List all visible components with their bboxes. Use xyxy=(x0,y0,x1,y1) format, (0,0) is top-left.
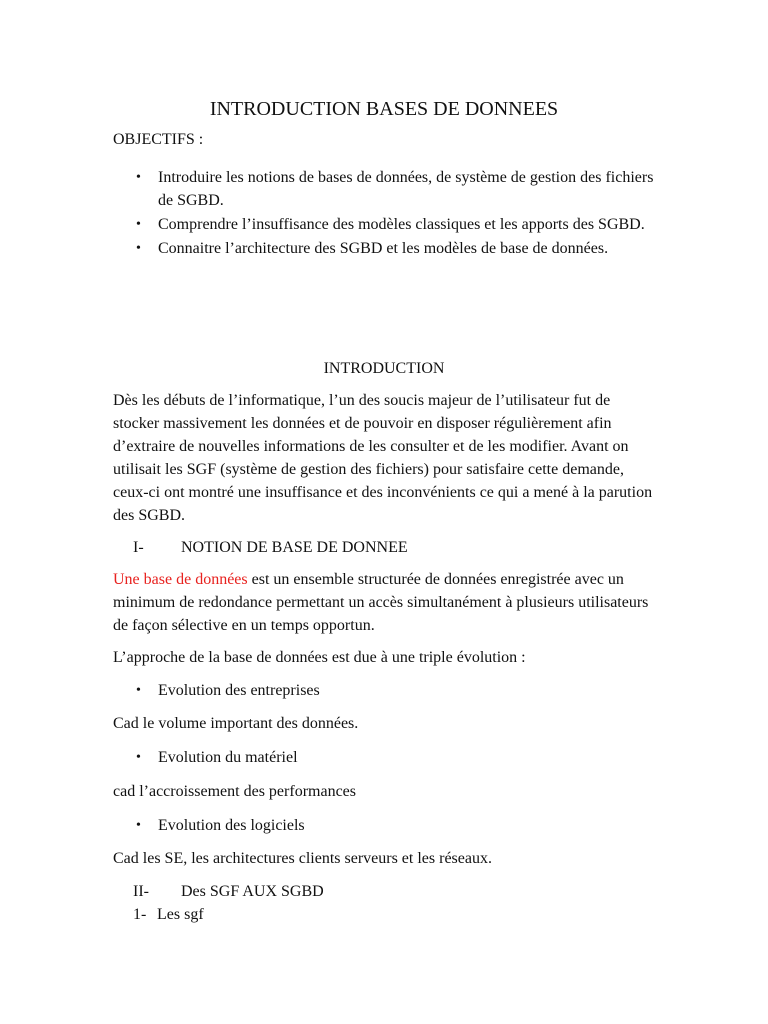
section-title: Des SGF AUX SGBD xyxy=(181,883,324,900)
evolution-note: Cad les SE, les architectures clients serveurs et les réseaux. xyxy=(113,850,492,867)
list-item xyxy=(113,237,658,260)
evolution-text: Evolution des logiciels xyxy=(158,817,305,834)
definition-term: Une base de données xyxy=(113,571,248,588)
subsection-title: Les sgf xyxy=(157,906,204,923)
objective-text: Introduire les notions de bases de données, de système de gestion des fichiers de SGBD. xyxy=(158,169,654,209)
evolution-list-2 xyxy=(113,746,658,770)
section-number: II- xyxy=(133,883,149,900)
list-item xyxy=(113,213,658,236)
section-number: I- xyxy=(133,539,144,556)
evolution-text: Evolution du matériel xyxy=(158,749,298,766)
evolution-note: Cad le volume important des données. xyxy=(113,715,359,732)
objective-text: Connaitre l’architecture des SGBD et les modèles de base de données. xyxy=(158,240,609,257)
section-title: NOTION DE BASE DE DONNEE xyxy=(181,539,408,556)
list-item xyxy=(113,166,658,212)
evolution-text: Evolution des entreprises xyxy=(158,682,320,699)
list-item xyxy=(113,746,658,769)
evolution-list-3 xyxy=(113,814,658,838)
intro-heading: INTRODUCTION xyxy=(323,360,445,377)
definition-paragraph xyxy=(113,568,658,637)
evolution-list-1 xyxy=(113,679,658,703)
objectives-list xyxy=(113,166,658,261)
objectives-heading: OBJECTIFS : xyxy=(113,131,204,148)
approach-sentence: L’approche de la base de données est due à une triple évolution : xyxy=(113,649,526,666)
list-item xyxy=(113,679,658,702)
document-title: INTRODUCTION BASES DE DONNEES xyxy=(209,98,559,120)
subsection-number: 1- xyxy=(133,906,147,923)
bullet-icon: • xyxy=(136,818,141,833)
bullet-icon: • xyxy=(136,750,141,765)
intro-paragraph: Dès les débuts de l’informatique, l’un des soucis majeur de l’utilisateur fut de stocker massivement les données et de pouvoir en disposer régulièrement afin d’extraire de nouvelles informations de les consulter et de les modifier. Avant on utilisait les SGF (système de gestion des fichiers) pour satisfaire cette demande, ceux-ci ont montré une insuffisance et des inconvénients ce qui a mené à la parution des SGBD. xyxy=(113,392,653,524)
list-item xyxy=(113,814,658,837)
objective-text: Comprendre l’insuffisance des modèles classiques et les apports des SGBD. xyxy=(158,216,645,233)
evolution-note: cad l’accroissement des performances xyxy=(113,783,356,800)
bullet-icon: • xyxy=(136,683,141,698)
bullet-icon: • xyxy=(136,217,141,232)
bullet-icon: • xyxy=(136,170,141,185)
bullet-icon: • xyxy=(136,241,141,256)
definition-text: est un ensemble structurée de données enregistrée avec un minimum de redondance permettant un accès simultanément à plusieurs utilisateurs de façon sélective en un temps opportun. xyxy=(113,571,649,634)
